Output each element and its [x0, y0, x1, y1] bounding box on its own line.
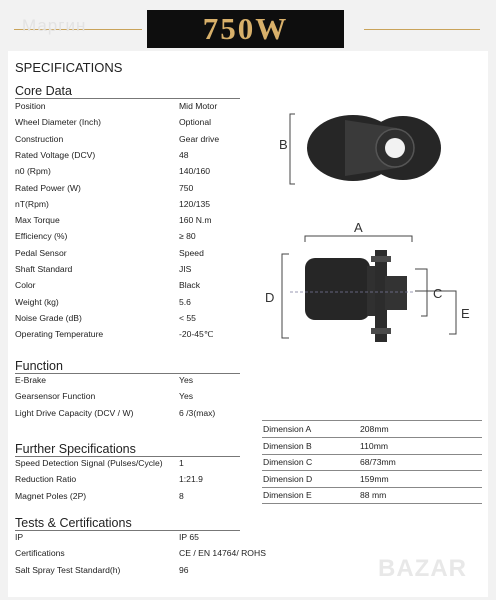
further-row-label: Reduction Ratio — [15, 474, 77, 485]
dimension-value: 68/73mm — [360, 457, 396, 468]
further-heading: Further Specifications — [15, 442, 136, 456]
core-data-row-value: JIS — [179, 264, 192, 274]
dimension-label: Dimension E — [263, 490, 312, 501]
label-d: D — [265, 290, 275, 305]
core-data-row-value: Speed — [179, 247, 204, 258]
tests-row-value: CE / EN 14764/ ROHS — [179, 548, 266, 559]
further-rule — [15, 456, 240, 457]
tests-row-value: IP 65 — [179, 532, 199, 542]
core-data-row-label: Rated Voltage (DCV) — [15, 149, 96, 160]
function-row-label: Light Drive Capacity (DCV / W) — [15, 407, 134, 418]
dimension-row — [262, 471, 482, 488]
dimension-label: Dimension D — [263, 473, 313, 484]
core-data-row-value: 160 N.m — [179, 215, 212, 226]
core-data-rule — [15, 98, 240, 99]
label-b: B — [279, 137, 288, 152]
core-data-row-value: < 55 — [179, 312, 196, 323]
bracket-a — [305, 236, 412, 242]
function-row-value: 6 /3(max) — [179, 407, 216, 418]
core-data-row-label: Construction — [15, 133, 64, 144]
dimension-value: 88 mm — [360, 490, 387, 501]
core-data-row-value: 140/160 — [179, 166, 211, 177]
core-data-row-value: 48 — [179, 149, 189, 160]
header-line-right — [364, 29, 480, 30]
bracket-d — [282, 254, 289, 338]
function-row-value: Yes — [179, 375, 194, 385]
tests-row-value: 96 — [179, 564, 189, 575]
dimension-value: 208mm — [360, 424, 389, 434]
further-row-label: Magnet Poles (2P) — [15, 490, 87, 501]
core-data-row-value: Black — [179, 280, 201, 291]
dimension-value: 159mm — [360, 473, 389, 484]
core-data-row-label: nT(Rpm) — [15, 198, 49, 209]
core-data-row-label: Weight (kg) — [15, 296, 59, 307]
label-a: A — [354, 220, 363, 235]
tests-heading: Tests & Certifications — [15, 516, 132, 530]
core-data-row-value: 5.6 — [179, 296, 191, 307]
dimension-row — [262, 421, 482, 438]
core-data-row-value: -20-45℃ — [179, 329, 214, 340]
core-data-row-label: Operating Temperature — [15, 329, 104, 340]
core-data-row-value: ≥ 80 — [179, 231, 196, 242]
label-c: C — [433, 286, 443, 301]
tests-row-label: Certifications — [15, 548, 65, 559]
dimension-label: Dimension B — [263, 440, 312, 451]
core-data-row-label: Rated Power (W) — [15, 182, 81, 193]
core-data-row-value: Optional — [179, 117, 212, 128]
core-data-row-value: 750 — [179, 182, 194, 193]
function-row-label: E-Brake — [15, 375, 47, 385]
core-data-row-label: Color — [15, 280, 36, 291]
bazar-logo: BAZAR — [378, 555, 467, 582]
dimension-label: Dimension A — [263, 424, 312, 434]
function-heading: Function — [15, 359, 63, 373]
core-data-row-label: Noise Grade (dB) — [15, 312, 82, 323]
motor-front-view-diagram — [275, 228, 475, 358]
dimension-value: 110mm — [360, 440, 389, 451]
further-row-value: 8 — [179, 490, 184, 501]
dimension-label: Dimension C — [263, 457, 313, 468]
watermark-text: Маргин — [22, 16, 87, 35]
core-data-row-label: Shaft Standard — [15, 264, 73, 274]
core-data-row-label: Max Torque — [15, 215, 60, 226]
dimension-row — [262, 438, 482, 455]
core-data-row-value: 120/135 — [179, 198, 211, 209]
side-bracket-b — [290, 114, 295, 184]
motor-body-shape — [305, 258, 370, 320]
function-row-value: Yes — [179, 391, 194, 402]
further-row-value: 1 — [179, 458, 184, 468]
core-data-row-label: Position — [15, 101, 46, 111]
spindle-cap-bottom — [371, 328, 391, 334]
function-rule — [15, 373, 240, 374]
further-row-label: Speed Detection Signal (Pulses/Cycle) — [15, 458, 163, 468]
tests-row-label: Salt Spray Test Standard(h) — [15, 564, 121, 575]
motor-side-view-diagram — [285, 106, 445, 196]
core-data-heading: Core Data — [15, 84, 72, 98]
label-e: E — [461, 306, 470, 321]
power-title: 750W — [147, 10, 344, 48]
function-row-label: Gearsensor Function — [15, 391, 96, 402]
crank-hub-shape — [385, 138, 405, 158]
dimension-row — [262, 454, 482, 471]
core-data-row-label: Pedal Sensor — [15, 247, 67, 258]
spindle-cap-top — [371, 256, 391, 262]
further-row-value: 1:21.9 — [179, 474, 203, 485]
bracket-c — [415, 269, 427, 316]
core-data-row-value: Gear drive — [179, 133, 220, 144]
specifications-title: SPECIFICATIONS — [15, 60, 123, 75]
core-data-row-label: n0 (Rpm) — [15, 166, 51, 177]
core-data-row-value: Mid Motor — [179, 101, 218, 111]
core-data-row-label: Efficiency (%) — [15, 231, 68, 242]
crank-boss-shape — [385, 276, 407, 310]
dimension-row — [262, 487, 482, 504]
tests-rule — [15, 530, 240, 531]
core-data-row-label: Wheel Diameter (Inch) — [15, 117, 101, 128]
tests-row-label: IP — [15, 532, 24, 542]
